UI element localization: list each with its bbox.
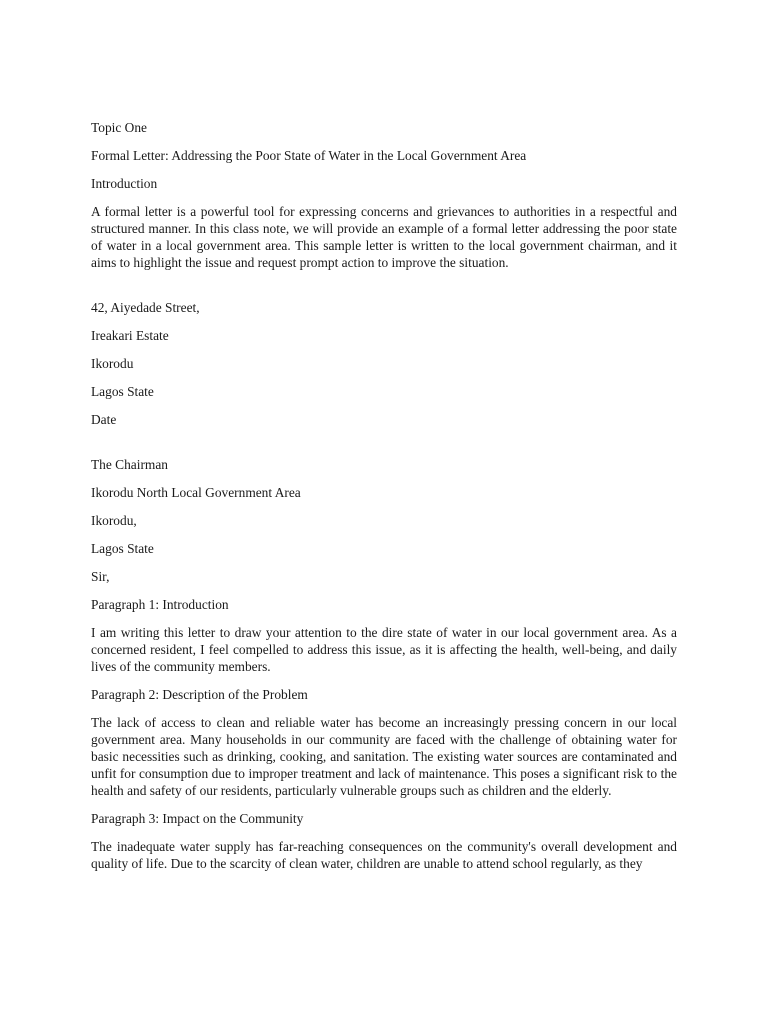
paragraph-text: The inadequate water supply has far-reaching consequences on the community's overall development and quality of life. Due to the scarcity of clean water, children are unable to attend school regularly, as they [91,839,677,871]
salutation: Sir, [91,569,110,584]
recipient-address [91,456,677,557]
sender-address [91,299,677,428]
recipient-address-line: Lagos State [91,541,154,556]
spacer [91,282,677,299]
paragraph-heading: Paragraph 1: Introduction [91,597,229,612]
sender-address-line: Ikorodu [91,356,134,371]
paragraph-text: I am writing this letter to draw your attention to the dire state of water in our local government area. As a concerned resident, I feel compelled to address this issue, as it is affecting the health, well-being, and daily lives of the community members. [91,625,677,674]
recipient-address-line: Ikorodu, [91,513,137,528]
document-body [91,119,677,883]
paragraph-heading: Paragraph 2: Description of the Problem [91,687,308,702]
sender-address-line: Ireakari Estate [91,328,169,343]
recipient-address-line: Ikorodu North Local Government Area [91,485,301,500]
intro-paragraph: A formal letter is a powerful tool for expressing concerns and grievances to authorities in a respectful and structured manner. In this class note, we will provide an example of a formal letter addressing the poor state of water in a local government area. This sample letter is written to the local government chairman, and it aims to highlight the issue and request prompt action to improve the situation. [91,204,677,270]
document-title: Formal Letter: Addressing the Poor State of Water in the Local Government Area [91,148,527,163]
spacer [91,439,677,456]
letter-date: Date [91,412,117,427]
intro-heading: Introduction [91,176,158,191]
sender-address-line: Lagos State [91,384,154,399]
paragraph-heading: Paragraph 3: Impact on the Community [91,811,304,826]
recipient-address-line: The Chairman [91,457,168,472]
paragraph-text: The lack of access to clean and reliable water has become an increasingly pressing concern in our local government area. Many households in our community are faced with the challenge of obtaining water for basic necessities such as drinking, cooking, and sanitation. The existing water sources are contaminated and unfit for consumption due to improper treatment and lack of maintenance. This poses a significant risk to the health and safety of our residents, particularly vulnerable groups such as children and the elderly. [91,715,677,798]
sender-address-line: 42, Aiyedade Street, [91,300,200,315]
topic-label: Topic One [91,120,147,135]
